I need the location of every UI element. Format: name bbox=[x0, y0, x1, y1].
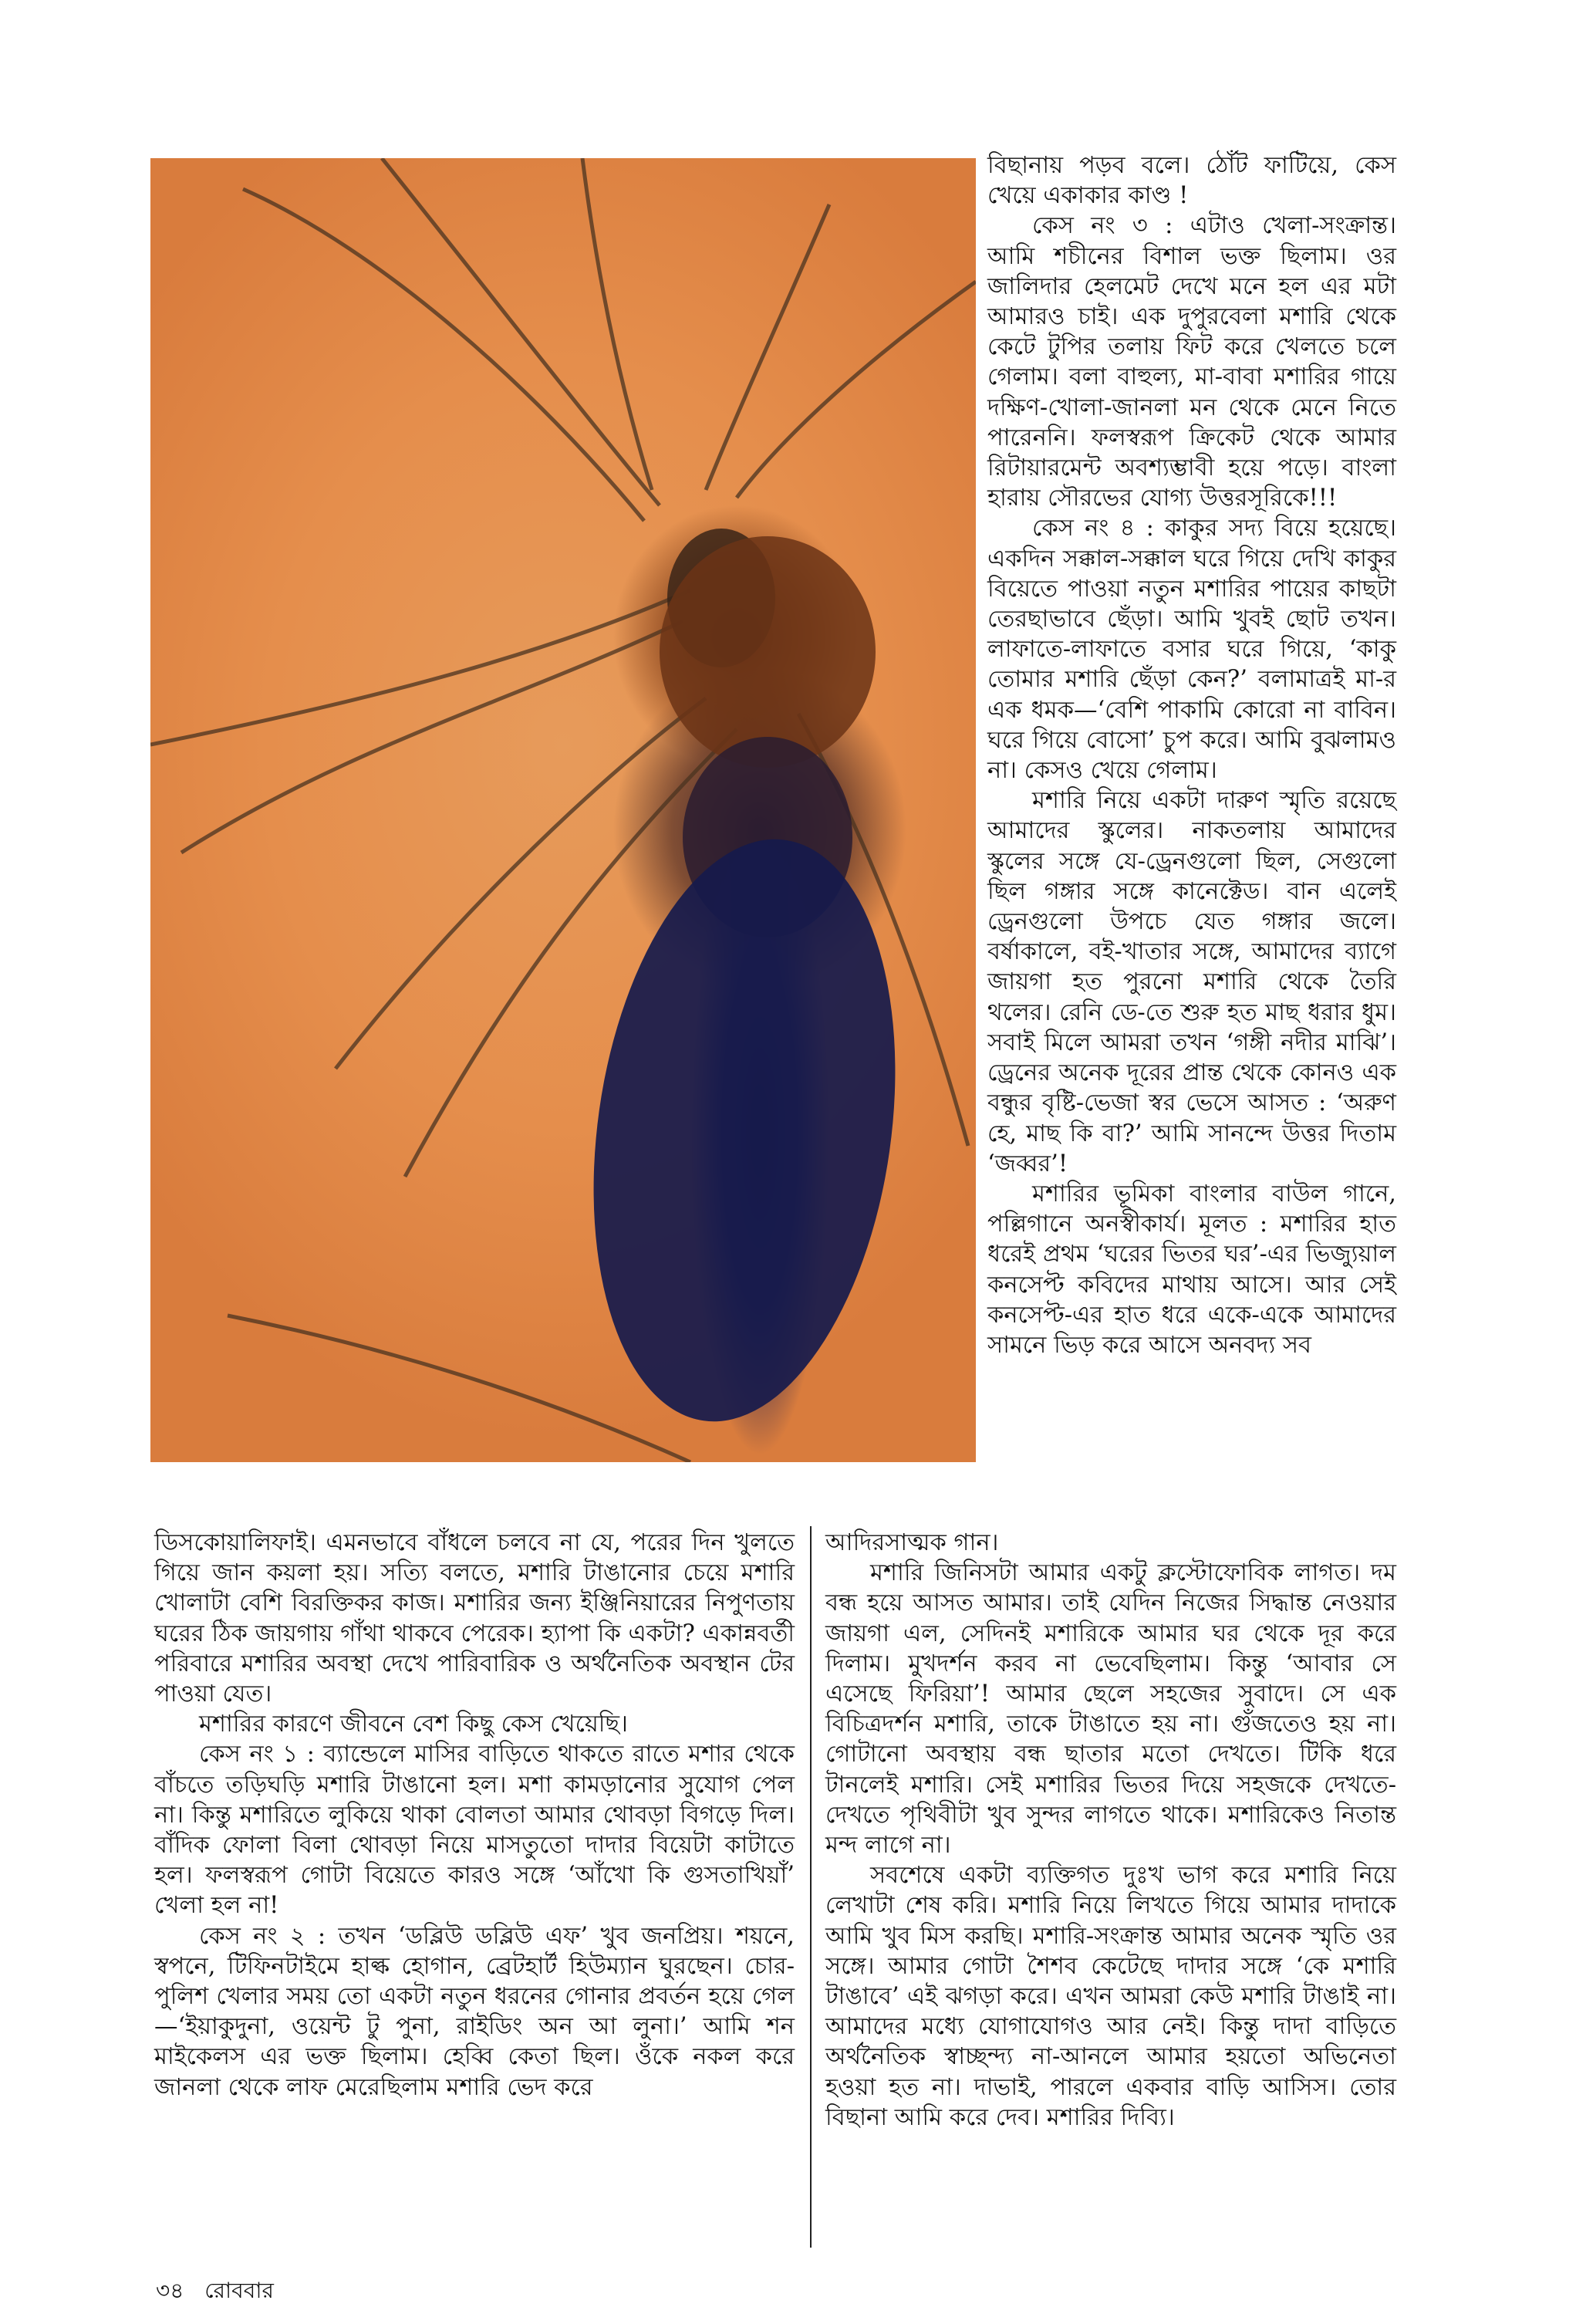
paragraph: কেস নং ২ : তখন ‘ডব্লিউ ডব্লিউ এফ’ খুব জনপ্রিয়। শয়নে, স্বপনে, টিফিনটাইমে হাল্ক হোগান, ব্রেটহার্ট হিউম্যান ঘুরছেন। চোর-পুলিশ খেলার সময় তো একটা নতুন ধরনের গোনার প্রবর্তন হয়ে গেল—‘ইয়াকুদুনা, ওয়েন্ট টু পুনা, রাইডিং অন আ লুনা।’ আমি শন মাইকেলস এর ভক্ত ছিলাম। হেব্বি কেতা ছিল। ওঁকে নকল করে জানলা থেকে লাফ মেরেছিলাম মশারি ভেদ করে bbox=[154, 1922, 795, 2101]
column-divider bbox=[810, 1526, 812, 2248]
bottom-right-text-column bbox=[825, 1528, 1396, 2133]
right-text-column bbox=[987, 150, 1396, 1360]
page-number: ৩৪ bbox=[156, 2278, 184, 2303]
paragraph: মশারির ভূমিকা বাংলার বাউল গানে, পল্লিগানে অনস্বীকার্য। মূলত : মশারির হাত ধরেই প্রথম ‘ঘরের ভিতর ঘর’-এর ভিজ্যুয়াল কনসেপ্ট কবিদের মাথায় আসে। আর সেই কনসেপ্ট-এর হাত ধরে একে-একে আমাদের সামনে ভিড় করে আসে অনবদ্য সব bbox=[987, 1180, 1396, 1359]
photo-illustration bbox=[150, 158, 976, 1462]
magazine-name: রোববার bbox=[204, 2278, 274, 2303]
fossil-mosquito-photo bbox=[150, 158, 976, 1462]
paragraph: কেস নং ৪ : কাকুর সদ্য বিয়ে হয়েছে। একদিন সক্কাল-সক্কাল ঘরে গিয়ে দেখি কাকুর বিয়েতে পাওয়া নতুন মশারির পায়ের কাছটা তেরছাভাবে ছেঁড়া। আমি খুবই ছোট তখন। লাফাতে-লাফাতে বসার ঘরে গিয়ে, ‘কাকু তোমার মশারি ছেঁড়া কেন?’ বলামাত্রই মা-র এক ধমক—‘বেশি পাকামি কোরো না বাবিন। ঘরে গিয়ে বোসো’ চুপ করে। আমি বুঝলামও না। কেসও খেয়ে গেলাম। bbox=[987, 515, 1396, 785]
paragraph: সবশেষে একটা ব্যক্তিগত দুঃখ ভাগ করে মশারি নিয়ে লেখাটা শেষ করি। মশারি নিয়ে লিখতে গিয়ে আমার দাদাকে আমি খুব মিস করছি। মশারি-সংক্রান্ত আমার অনেক স্মৃতি ওর সঙ্গে। আমার গোটা শৈশব কেটেছে দাদার সঙ্গে ‘কে মশারি টাঙাবে’ এই ঝগড়া করে। এখন আমরা কেউ মশারি টাঙাই না। আমাদের মধ্যে যোগাযোগও আর নেই। কিন্তু দাদা বাড়িতে অর্থনৈতিক স্বাচ্ছন্দ্য না-আনলে আমার হয়তো অভিনেতা হওয়া হত না। দাভাই, পারলে একবার বাড়ি আসিস। তোর বিছানা আমি করে দেব। মশারির দিব্যি। bbox=[825, 1862, 1396, 2131]
paragraph: আদিরসাত্মক গান। bbox=[825, 1529, 999, 1556]
paragraph: মশারি নিয়ে একটা দারুণ স্মৃতি রয়েছে আমাদের স্কুলের। নাকতলায় আমাদের স্কুলের সঙ্গে যে-ড্রেনগুলো ছিল, সেগুলো ছিল গঙ্গার সঙ্গে কানেক্টেড। বান এলেই ড্রেনগুলো উপচে যেত গঙ্গার জলে। বর্ষাকালে, বই-খাতার সঙ্গে, আমাদের ব্যাগে জায়গা হত পুরনো মশারি থেকে তৈরি থলের। রেনি ডে-তে শুরু হত মাছ ধরার ধুম। সবাই মিলে আমরা তখন ‘গঙ্গী নদীর মাঝি’। ড্রেনের অনেক দূরের প্রান্ত থেকে কোনও এক বন্ধুর বৃষ্টি-ভেজা স্বর ভেসে আসত : ‘অরুণ হে, মাছ কি বা?’ আমি সানন্দে উত্তর দিতাম ‘জব্বর’! bbox=[987, 787, 1396, 1177]
paragraph: বিছানায় পড়ব বলে। ঠোঁট ফাটিয়ে, কেস খেয়ে একাকার কাণ্ড ! bbox=[987, 152, 1396, 210]
page-footer bbox=[156, 2278, 288, 2304]
paragraph: ডিসকোয়ালিফাই। এমনভাবে বাঁধলে চলবে না যে, পরের দিন খুলতে গিয়ে জান কয়লা হয়। সত্যি বলতে, মশারি টাঙানোর চেয়ে মশারি খোলাটা বেশি বিরক্তিকর কাজ। মশারির জন্য ইঞ্জিনিয়ারের নিপুণতায় ঘরের ঠিক জায়গায় গাঁথা থাকবে পেরেক। হ্যাপা কি একটা? একান্নবর্তী পরিবারে মশারির অবস্থা দেখে পারিবারিক ও অর্থনৈতিক অবস্থান টের পাওয়া যেত। bbox=[154, 1529, 795, 1708]
paragraph: মশারির কারণে জীবনে বেশ কিছু কেস খেয়েছি। bbox=[199, 1711, 628, 1738]
paragraph: কেস নং ১ : ব্যান্ডেলে মাসির বাড়িতে থাকতে রাতে মশার থেকে বাঁচতে তড়িঘড়ি মশারি টাঙানো হল। মশা কামড়ানোর সুযোগ পেল না। কিন্তু মশারিতে লুকিয়ে থাকা বোলতা আমার থোবড়া বিগড়ে দিল। বাঁদিক ফোলা বিলা থোবড়া নিয়ে মাসতুতো দাদার বিয়েটা কাটাতে হল। ফলস্বরূপ গোটা বিয়েতে কারও সঙ্গে ‘আঁখো কি গুসতাখিয়াঁ’ খেলা হল না! bbox=[154, 1741, 795, 1920]
paragraph: মশারি জিনিসটা আমার একটু ক্লস্টোফোবিক লাগত। দম বন্ধ হয়ে আসত আমার। তাই যেদিন নিজের সিদ্ধান্ত নেওয়ার জায়গা এল, সেদিনই মশারিকে আমার ঘর থেকে দূর করে দিলাম। মুখদর্শন করব না ভেবেছিলাম। কিন্তু ‘আবার সে এসেছে ফিরিয়া’! আমার ছেলে সহজের সুবাদে। সে এক বিচিত্রদর্শন মশারি, তাকে টাঙাতে হয় না। গুঁজতেও হয় না। গোটানো অবস্থায় বন্ধ ছাতার মতো দেখতে। টিকি ধরে টানলেই মশারি। সেই মশারির ভিতর দিয়ে সহজকে দেখতে-দেখতে পৃথিবীটা খুব সুন্দর লাগতে থাকে। মশারিকেও নিতান্ত মন্দ লাগে না। bbox=[825, 1559, 1396, 1860]
bottom-left-text-column bbox=[154, 1528, 795, 2103]
paragraph: কেস নং ৩ : এটাও খেলা-সংক্রান্ত। আমি শচীনের বিশাল ভক্ত ছিলাম। ওর জালিদার হেলমেট দেখে মনে হল এর মটা আমারও চাই। এক দুপুরবেলা মশারি থেকে কেটে টুপির তলায় ফিট করে খেলতে চলে গেলাম। বলা বাহুল্য, মা-বাবা মশারির গায়ে দক্ষিণ-খোলা-জানলা মন থেকে মেনে নিতে পারেননি। ফলস্বরূপ ক্রিকেট থেকে আমার রিটায়ারমেন্ট অবশ্যম্ভাবী হয়ে পড়ে। বাংলা হারায় সৌরভের যোগ্য উত্তরসূরিকে!!! bbox=[987, 212, 1396, 512]
